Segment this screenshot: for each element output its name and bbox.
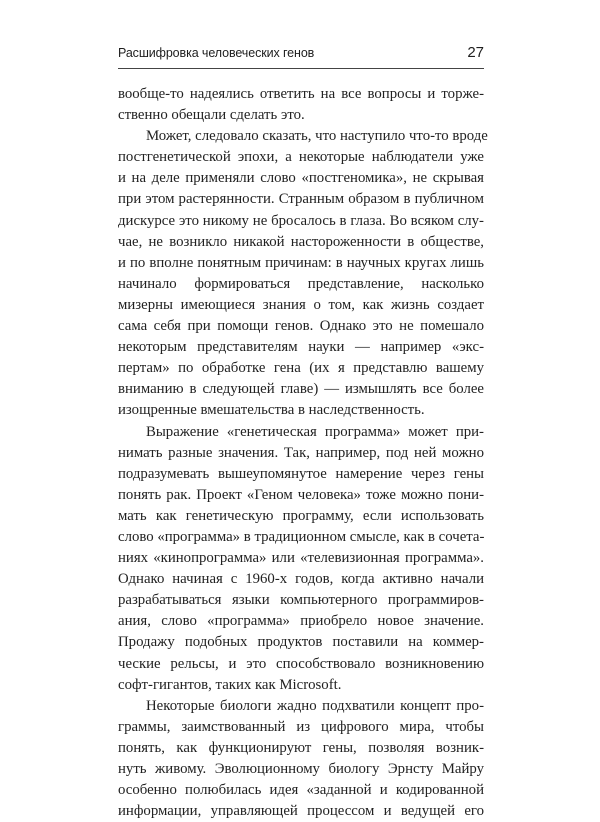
- running-head: [118, 44, 484, 66]
- text-line: и на деле применяли слово «постгеномика», не скрывая: [118, 170, 484, 187]
- text-line: Некоторые биологи жадно подхватили концепт про-: [146, 697, 484, 714]
- text-line: и по вполне понятным причинам: в научных кругах лишь: [118, 254, 484, 271]
- running-head-title: Расшифровка человеческих генов: [118, 46, 315, 60]
- text-line: вниманию в следующей главе) — измышлять все более: [118, 381, 484, 398]
- text-line: вообще-то надеялись ответить на все вопросы и торже-: [118, 86, 484, 102]
- text-line: ания, слово «программа» приобрело новое значение.: [118, 613, 484, 630]
- text-line: нимать разные значения. Так, например, под ней можно: [118, 444, 484, 461]
- text-line: постгенетической эпохи, а некоторые наблюдатели уже: [118, 149, 484, 166]
- text-line: Продажу подобных продуктов поставили на коммер-: [118, 634, 484, 651]
- text-line: изощренные вмешательства в наследственность.: [118, 402, 425, 419]
- text-line: разрабатываться языки компьютерного программиров-: [118, 592, 484, 609]
- text-line: мать как генетическую программу, если использовать: [118, 507, 484, 524]
- text-line: понять, как функционируют гены, позволяя возник-: [118, 739, 484, 756]
- text-line: подразумевать вышеупомянутое намерение через гены: [118, 465, 484, 482]
- text-line: софт-гигантов, таких как Microsoft.: [118, 676, 342, 693]
- paragraph: [118, 696, 484, 822]
- text-line: слово «программа» в традиционном смысле, как в сочета-: [118, 528, 485, 545]
- text-line: граммы, заимствованный из цифрового мира, чтобы: [118, 718, 484, 735]
- paragraph: [118, 422, 484, 696]
- text-line: Выражение «генетическая программа» может при-: [146, 423, 484, 440]
- text-line: ственно обещали сделать это.: [118, 107, 305, 124]
- text-line: некоторым представителям науки — например «экс-: [118, 339, 484, 356]
- text-line: понять рак. Проект «Геном человека» тоже можно пони-: [118, 486, 484, 503]
- text-line: информации, управляющей процессом и ведущей его: [118, 803, 484, 820]
- text-line: при этом растерянности. Странным образом в публичном: [118, 191, 484, 208]
- text-line: нуть живому. Эволюционному биологу Эрнсту Майру: [118, 761, 484, 777]
- text-line: сама себя при помощи генов. Однако это не помешало: [118, 318, 484, 335]
- paragraph: [118, 126, 488, 421]
- text-line: начинало формироваться представление, насколько: [118, 275, 484, 292]
- page-number: 27: [467, 44, 484, 61]
- text-line: дискурсе это никому не бросалось в глаза. Во всяком слу-: [118, 212, 484, 229]
- text-line: ниях «кинопрограмма» или «телевизионная программа».: [118, 550, 484, 567]
- text-line: Однако начиная с 1960-х годов, когда активно начали: [118, 571, 484, 588]
- text-line: особенно полюбилась идея «заданной и кодированной: [118, 782, 484, 799]
- body-text: [118, 84, 488, 822]
- text-line: мизерны имеющиеся знания о том, как жизнь создает: [118, 296, 484, 313]
- text-line: чае, не возникло никакой настороженности в обществе,: [118, 233, 484, 250]
- paragraph: [118, 84, 484, 126]
- header-divider: [118, 68, 484, 69]
- text-line: пертам» по обработке гена (их я представлю вашему: [118, 360, 484, 377]
- text-line: Может, следовало сказать, что наступило что-то вроде: [146, 128, 488, 145]
- text-line: ческие рельсы, и это способствовало возникновению: [118, 655, 484, 672]
